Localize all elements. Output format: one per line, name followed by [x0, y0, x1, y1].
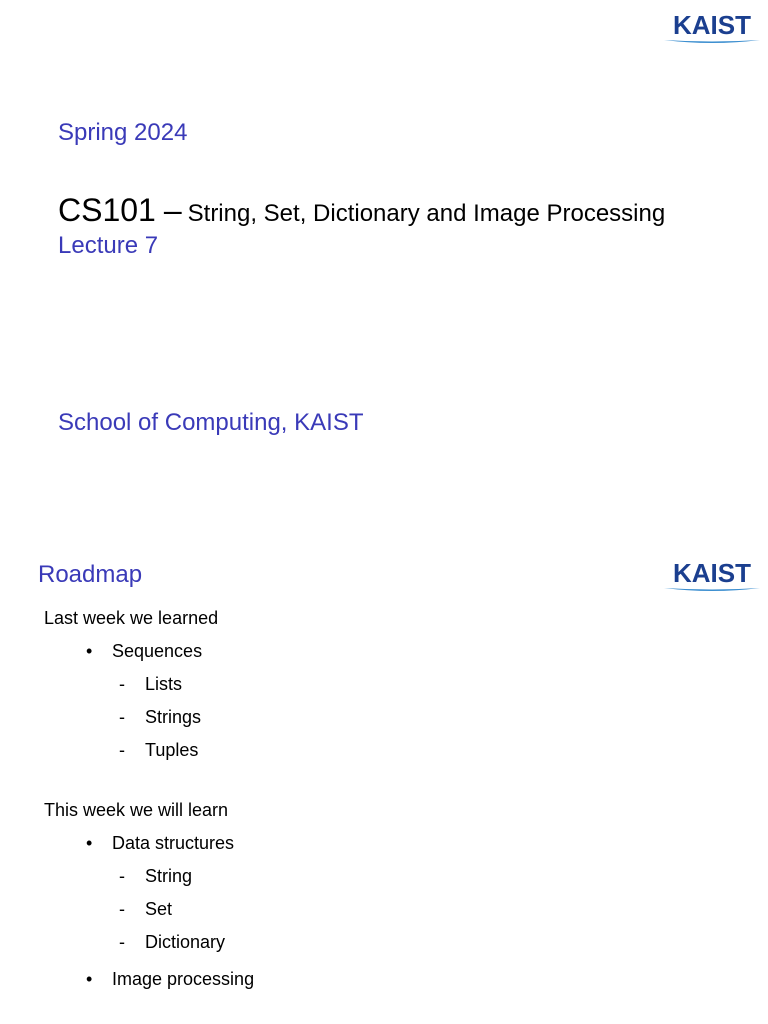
- sub-marker: -: [119, 866, 125, 886]
- sub-marker: -: [119, 707, 125, 727]
- school-name: School of Computing, KAIST: [58, 409, 364, 436]
- bullet-item: [86, 832, 234, 854]
- sub-label: Tuples: [145, 740, 199, 760]
- kaist-logo: [662, 10, 762, 46]
- sub-marker: -: [119, 932, 125, 952]
- lecture-number: Lecture 7: [58, 232, 159, 259]
- bullet-marker: •: [86, 969, 93, 989]
- bullet-label: Sequences: [112, 641, 203, 661]
- sub-marker: -: [119, 674, 125, 694]
- bullet-marker: •: [86, 833, 93, 853]
- bullet-item: [86, 968, 254, 990]
- sub-item: [119, 898, 172, 920]
- bullet-item: [86, 640, 202, 662]
- sub-marker: -: [119, 740, 125, 760]
- kaist-logo-image: [662, 10, 762, 46]
- sub-label: Lists: [145, 674, 183, 694]
- sub-item: [119, 673, 182, 695]
- slide-title: [58, 190, 665, 237]
- sub-label: Dictionary: [145, 932, 226, 952]
- semester-label: Spring 2024: [58, 119, 188, 146]
- lecture-topic: String, Set, Dictionary and Image Processing: [187, 200, 666, 227]
- sub-label: Strings: [145, 707, 202, 727]
- course-code: CS101: [58, 192, 156, 228]
- title-dash: –: [163, 192, 182, 228]
- roadmap-title: Roadmap: [38, 561, 143, 588]
- kaist-logo-text: KAIST: [673, 558, 751, 588]
- sub-item: [119, 931, 225, 953]
- kaist-logo-text: KAIST: [673, 10, 751, 40]
- bullet-label: Image processing: [112, 969, 255, 989]
- sub-item: [119, 865, 192, 887]
- bullet-marker: •: [86, 641, 93, 661]
- kaist-logo: [662, 558, 762, 594]
- sub-marker: -: [119, 899, 125, 919]
- kaist-logo-image: [662, 558, 762, 594]
- kaist-logo-swoosh: [664, 588, 760, 591]
- sub-item: [119, 706, 201, 728]
- sub-label: String: [145, 866, 193, 886]
- sub-item: [119, 739, 198, 761]
- kaist-logo-swoosh: [664, 40, 760, 43]
- this-week-label: This week we will learn: [44, 800, 229, 820]
- roadmap-slide: [0, 540, 768, 1024]
- last-week-label: Last week we learned: [44, 608, 219, 628]
- bullet-label: Data structures: [112, 833, 235, 853]
- sub-label: Set: [145, 899, 173, 919]
